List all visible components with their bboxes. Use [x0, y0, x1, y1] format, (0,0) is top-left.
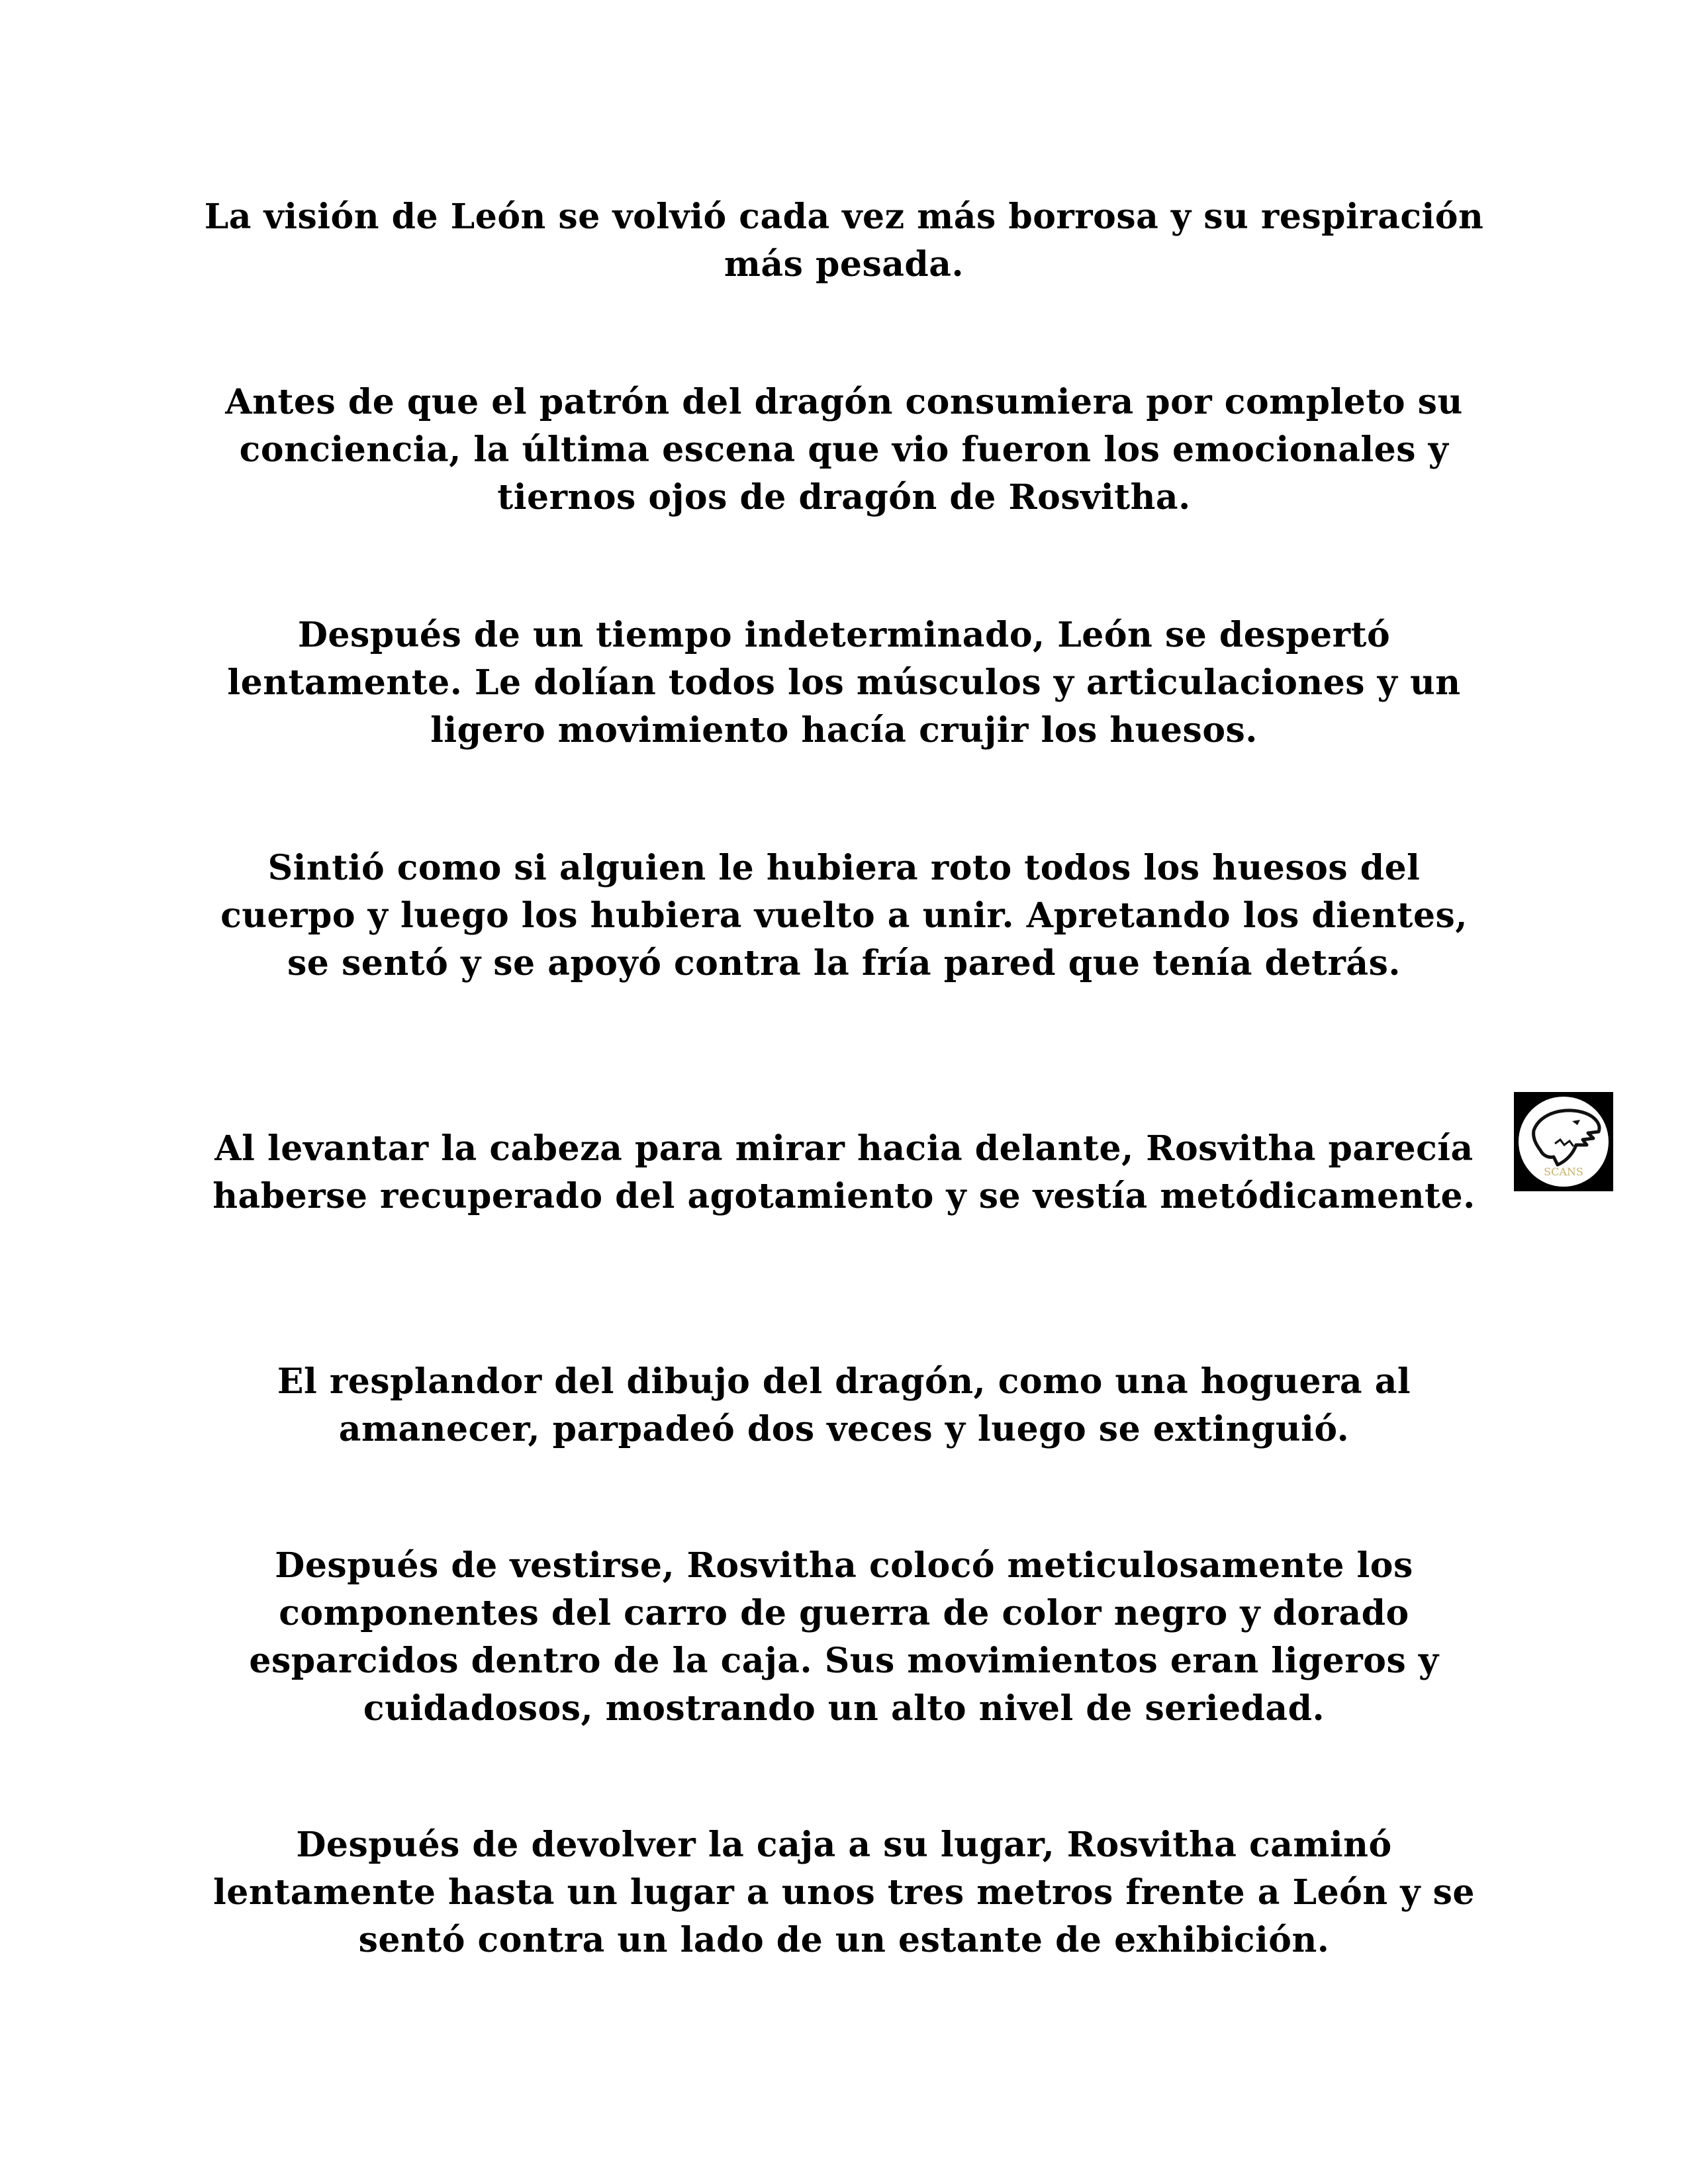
paragraph-1: La visión de León se volvió cada vez más borrosa y su respiración más pesada.	[204, 197, 1484, 285]
paragraph-7: Después de vestirse, Rosvitha colocó meticulosamente los componentes del carro de guerra de color negro y dorado esparcidos dentro de la caja. Sus movimientos eran ligeros y cuidadosos, mostrando un alto nivel de seriedad.	[249, 1545, 1439, 1729]
dinosaur-head-icon	[1514, 1092, 1613, 1191]
paragraph-4: Sintió como si alguien le hubiera roto todos los huesos del cuerpo y luego los hubiera vuelto a unir. Apretando los dientes, se sentó y se apoyó contra la fría pared que tenía detrás.	[220, 848, 1468, 983]
scans-watermark-logo	[1514, 1092, 1613, 1191]
paragraph-3: Después de un tiempo indeterminado, León se despertó lentamente. Le dolían todos los músculos y articulaciones y un ligero movimiento hacía crujir los huesos.	[227, 615, 1461, 751]
paragraph-2: Antes de que el patrón del dragón consumiera por completo su conciencia, la última escena que vio fueron los emocionales y tiernos ojos de dragón de Rosvitha.	[225, 382, 1463, 518]
paragraph-5: Al levantar la cabeza para mirar hacia delante, Rosvitha parecía haberse recuperado del agotamiento y se vestía metódicamente.	[212, 1128, 1476, 1216]
paragraph-6: El resplandor del dibujo del dragón, como una hoguera al amanecer, parpadeó dos veces y luego se extinguió.	[277, 1361, 1411, 1449]
paragraph-8: Después de devolver la caja a su lugar, Rosvitha caminó lentamente hasta un lugar a unos tres metros frente a León y se sentó contra un lado de un estante de exhibición.	[213, 1825, 1475, 1960]
watermark-text: SCANS	[1544, 1165, 1583, 1178]
